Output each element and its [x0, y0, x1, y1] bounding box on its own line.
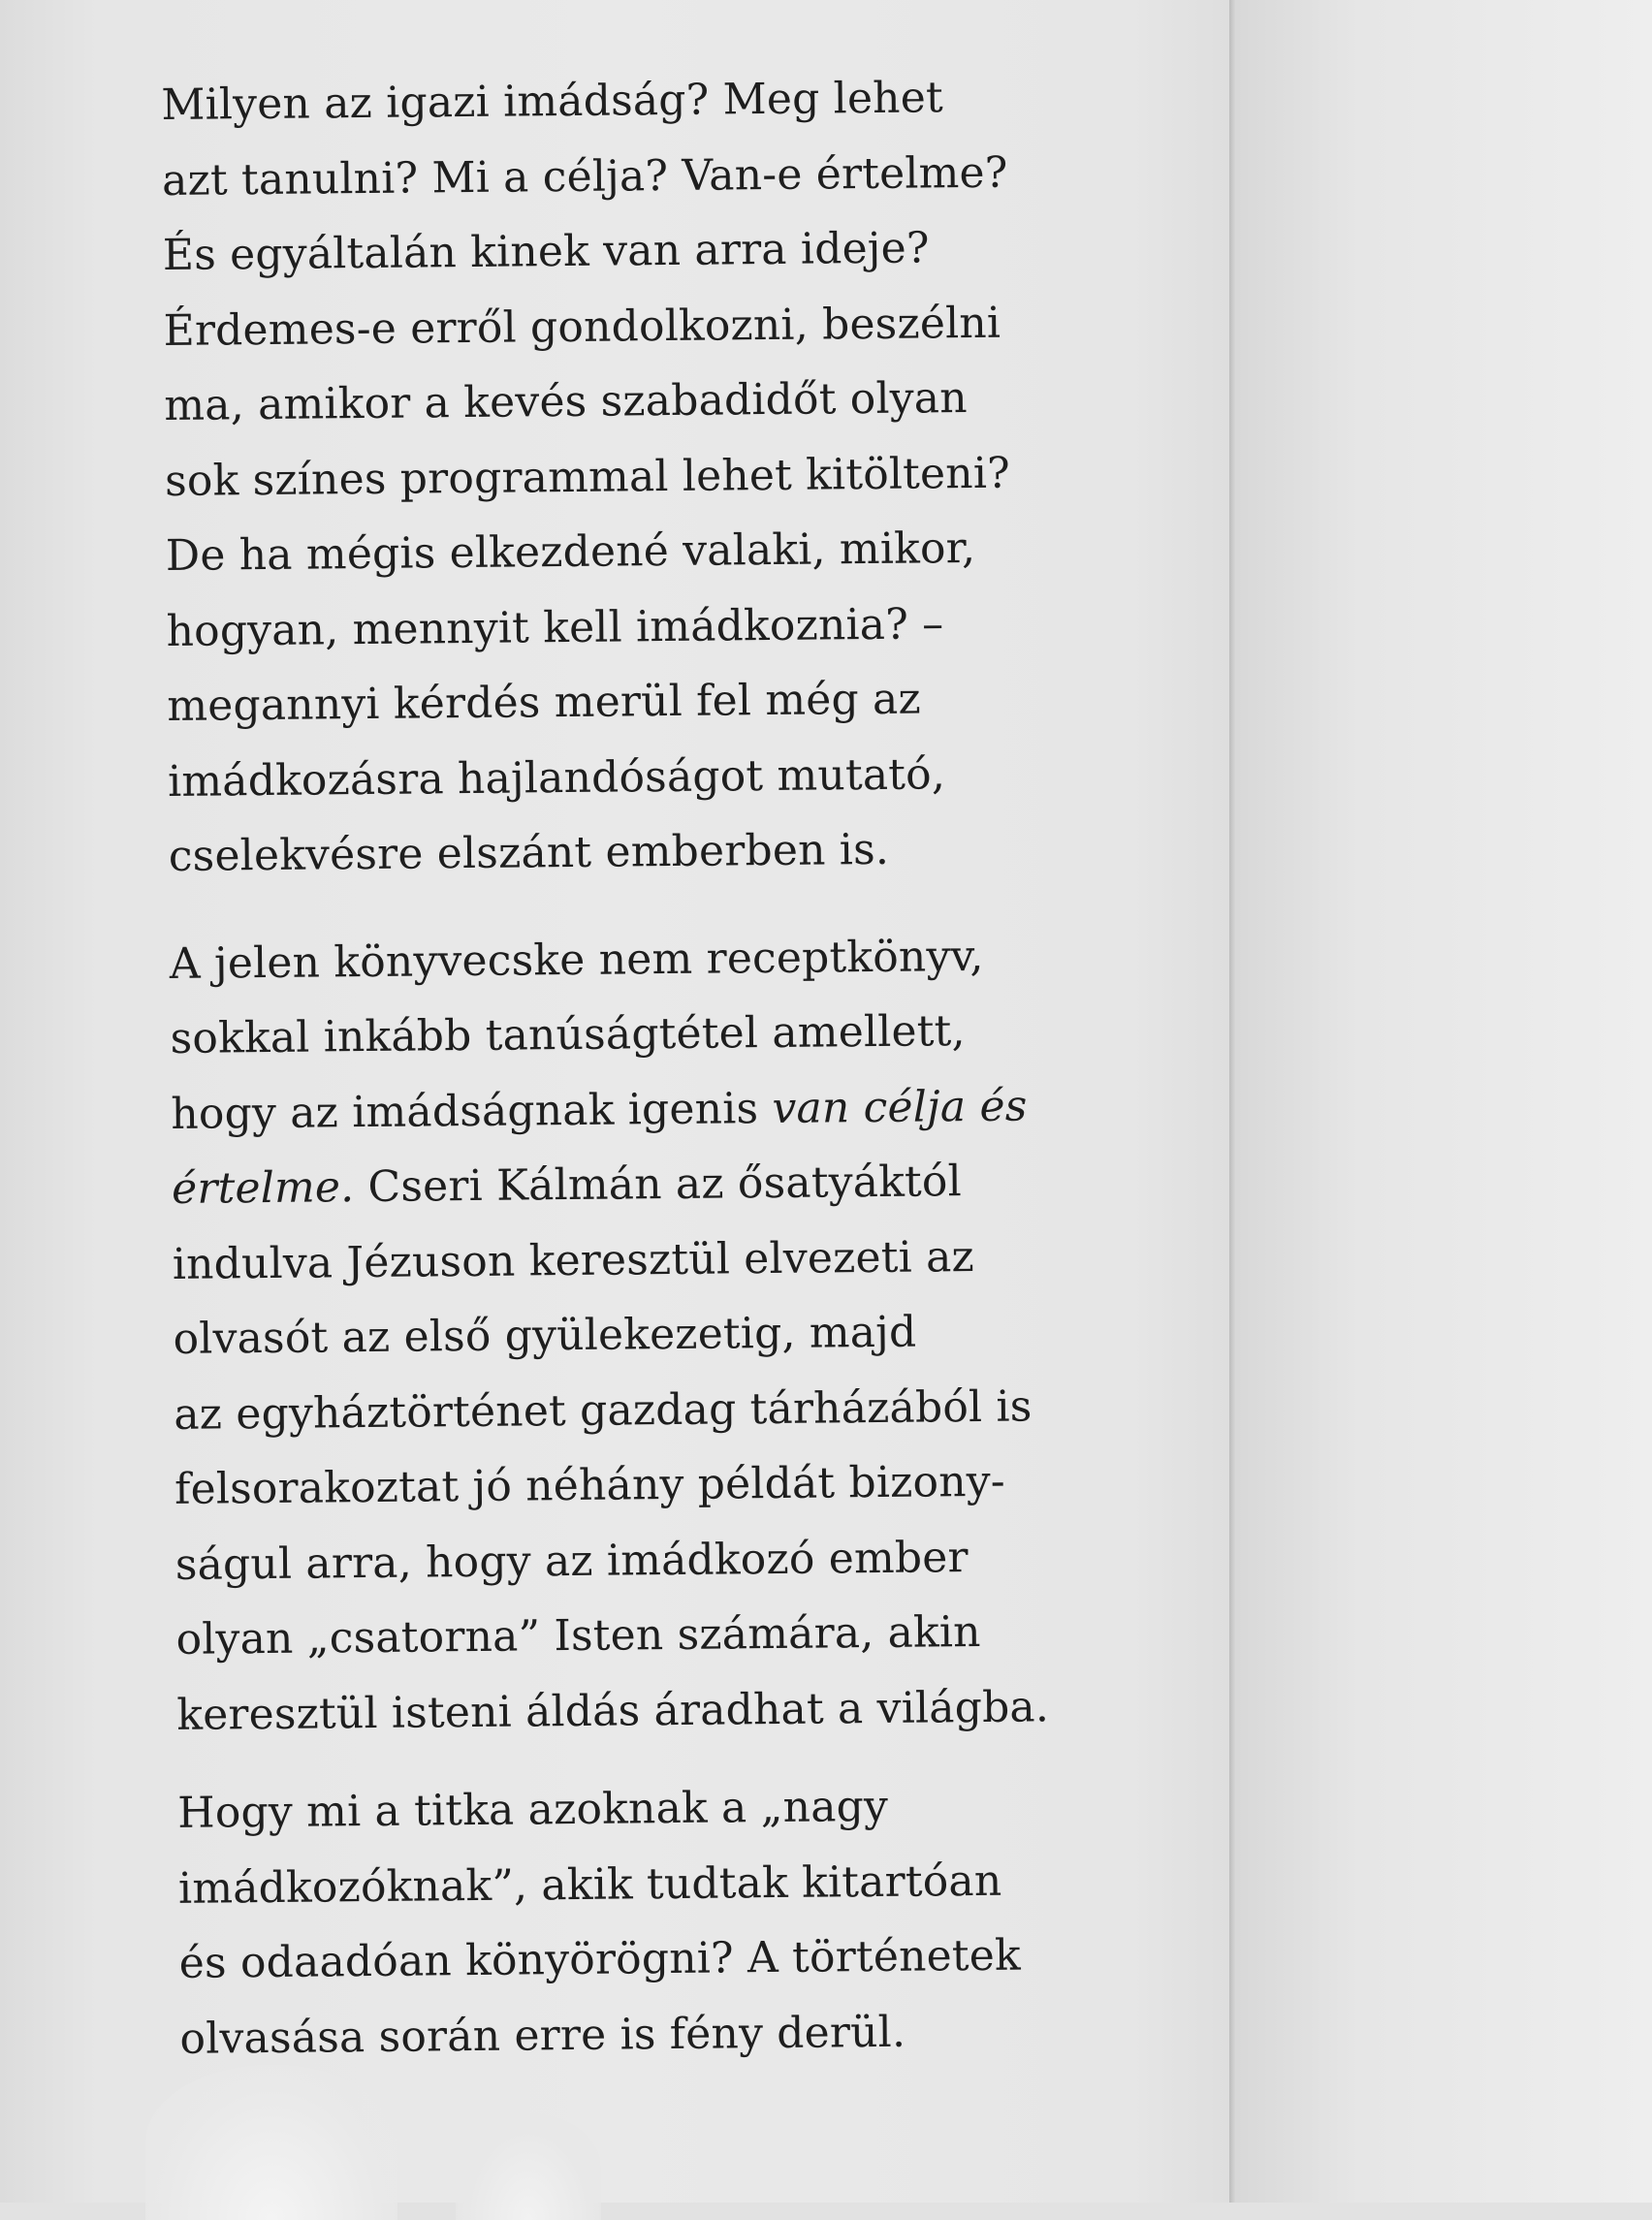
- text-segment: hogy az imádságnak igenis: [171, 1083, 773, 1139]
- text-line: Érdemes-e erről gondolkozni, beszélni: [163, 298, 1001, 356]
- text-line: [171, 1067, 1141, 1152]
- text-line: felsorakoztat jó néhány példát bizony-: [174, 1456, 1006, 1514]
- text-line: imádkozóknak”, akik tudtak kitartóan: [177, 1855, 1002, 1914]
- text-line: olvasót az első gyülekezetig, majd: [173, 1307, 917, 1364]
- text-line: és odaadóan könyörögni? A történetek: [178, 1930, 1022, 1988]
- text-line: ságul arra, hogy az imádkozó ember: [175, 1532, 969, 1590]
- text-line: az egyháztörténet gazdag tárházából is: [174, 1380, 1032, 1440]
- text-line: De ha mégis elkezdené valaki, mikor,: [165, 523, 976, 581]
- paragraph-1: [161, 58, 1138, 894]
- text-line: imádkozásra hajlandóságot mutató,: [167, 748, 946, 807]
- text-line: Milyen az igazi imádság? Meg lehet: [161, 73, 944, 130]
- text-line: keresztül isteni áldás áradhat a világba.: [176, 1681, 1050, 1740]
- paragraph-2: [170, 917, 1147, 1753]
- text-line: A jelen könyvecske nem receptkönyv,: [169, 931, 984, 989]
- paragraph-3: [177, 1766, 1150, 2077]
- text-line: És egyáltalán kinek van arra ideje?: [162, 223, 930, 280]
- italic-segment: értelme.: [171, 1162, 355, 1214]
- text-line: azt tanulni? Mi a célja? Van-e értelme?: [161, 147, 1008, 206]
- decorative-petal: [456, 2113, 601, 2220]
- decorative-petal: [145, 2065, 397, 2220]
- text-line: hogyan, mennyit kell imádkoznia? –: [166, 598, 944, 656]
- text-line: megannyi kérdés merül fel még az: [167, 674, 922, 731]
- text-line: sokkal inkább tanúságtétel amellett,: [170, 1006, 966, 1063]
- text-line: ma, amikor a kevés szabadidőt olyan: [164, 373, 969, 430]
- text-segment: Cseri Kálmán az ősatyáktól: [354, 1157, 963, 1213]
- text-line: olyan „csatorna” Isten számára, akin: [175, 1606, 981, 1665]
- text-line: olvasása során erre is fény derül.: [179, 2007, 906, 2064]
- body-text: [161, 58, 1150, 2077]
- background-surface: [1235, 0, 1652, 2203]
- text-line: Hogy mi a titka azoknak a „nagy: [177, 1781, 889, 1838]
- italic-segment: van célja és: [772, 1080, 1028, 1133]
- text-line: cselekvésre elszánt emberben is.: [168, 824, 890, 881]
- text-line: sok színes programmal lehet kitölteni?: [164, 448, 1011, 506]
- text-line: [172, 1142, 1142, 1226]
- text-line: indulva Jézuson keresztül elvezeti az: [172, 1231, 975, 1289]
